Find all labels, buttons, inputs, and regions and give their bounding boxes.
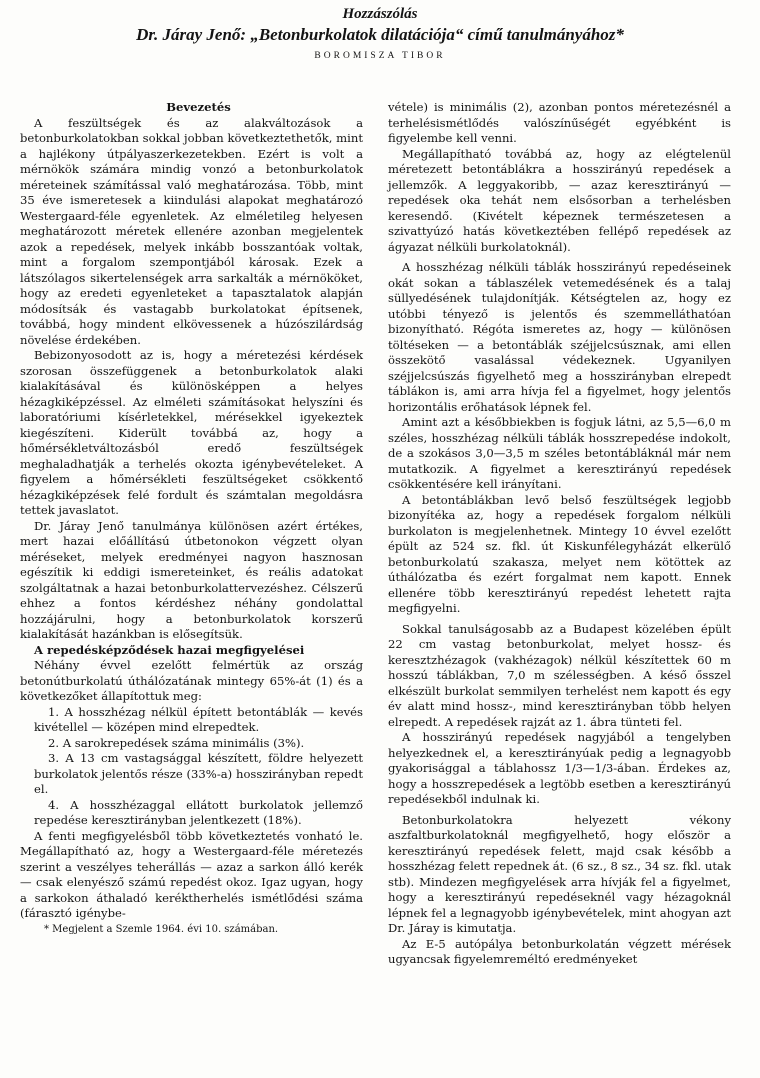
list-item: 2. A sarokrepedések száma minimális (3%). xyxy=(48,735,305,750)
article-title: Dr. Járay Jenő: „Betonburkolatok dilatációja“ című tanulmányához* xyxy=(136,25,624,44)
paragraph: Sokkal tanulságosabb az a Budapest közelében épült 22 cm vastag betonburkolat, melyet hossz- és keresztzhézagok (vakhézagok) nélkül készítettek 60 m hosszú táblákban, 7,0 m szélességben. A késő ősszel elkészült burkolat semmilyen terhelést nem kapott és egy év alatt mind hossz-, mind keresztirányban több helyen elrepedt. A repedések rajzát az 1. ábra tünteti fel. xyxy=(388,621,731,729)
paragraph: A fenti megfigyelésből több következtetés vonható le. Megállapítható az, hogy a Westergaard-féle méretezés szerint a veszélyes teherállás — azaz a sarkon álló kerék — csak elenyésző számú repedést okoz. Igaz ugyan, hogy a sarkokon áthaladó keréktherhelés ismétlődési száma (fárasztó igénybe- xyxy=(20,828,363,920)
article-author: BOROMISZA TIBOR xyxy=(314,51,446,61)
paragraph: Dr. Járay Jenő tanulmánya különösen azért értékes, mert hazai előállítású útbetonokon végzett olyan méréseket, melyek eredményei nagyon hasznosan egészítik ki eddigi ismereteinket, és reális adatokat szolgáltatnak a hazai betonburkolattervezéshez. Célszerű ehhez a fontos kérdéshez néhány gondolattal hozzájárulni, hogy a betonburkolatok korszerű kialakítását hazánkban is elősegítsük. xyxy=(20,518,363,641)
footnote: * Megjelent a Szemle 1964. évi 10. számában. xyxy=(44,923,279,935)
paragraph: vétele) is minimális (2), azonban pontos méretezésnél a terhelésismétlődés valószínűségét egyébként is figyelembe kell venni. xyxy=(388,100,731,145)
right-column xyxy=(388,100,731,968)
paragraph: Bebizonyosodott az is, hogy a méretezési kérdések szorosan összefüggenek a betonburkolatok alaki kialakításával és különösképpen a helyes hézagkiképzéssel. Az elméleti számításokat helyszíni és laboratóriumi kísérletekkel, mérésekkel igyekeztek kiegészíteni. Kiderült továbbá az, hogy a hőmérsékletváltozásból eredő feszültségek meghaladhatják a terhelés okozta igénybevételeket. A figyelem a hőmérsékleti feszültségeket csökkentő hézagkiképzések felé fordult és számtalan megoldásra tettek javaslatot. xyxy=(20,348,363,517)
paragraph: Az E-5 autópálya betonburkolatán végzett mérések ugyancsak figyelemreméltó eredményeket xyxy=(388,936,731,966)
paragraph: Megállapítható továbbá az, hogy az elégtelenül méretezett betontáblákra a hosszirányú repedések a jellemzők. A leggyakoribb, — azaz keresztirányú — repedések oka tehát nem elsősorban a terhelésben keresendő. (Kivételt képeznek természetesen a szivattyúzó hatás következtében fellépő repedések az ágyazat nélküli burkolatoknál). xyxy=(388,146,731,254)
list-item: 4. A hosszhézaggal ellátott burkolatok jellemző repedése keresztirányban jelentkezett (18%). xyxy=(34,797,363,827)
section-heading-observations: A repedésképződések hazai megfigyelései xyxy=(34,642,305,657)
paragraph: A hosszhézag nélküli táblák hosszirányú repedéseinek okát sokan a táblaszélek vetemedésének és a talaj süllyedésének tulajdonítják. Kétségtelen az, hogy ez utóbbi tényező is jelentős és szemmelláthatóan bizonyítható. Régóta ismeretes az, hogy — különösen töltéseken — a betontáblák széjjelcsúsznak, ami ellen összekötő vasalással védekeznek. Ugyanilyen széjjelcsúszás figyelhető meg a hosszirányban elrepedt táblákon is, ami arra hívja fel a figyelmet, hogy jelentős horizontális erőhatások lépnek fel. xyxy=(388,260,731,414)
paragraph: Betonburkolatokra helyezett vékony aszfaltburkolatoknál megfigyelhető, hogy először a keresztirányú repedések felett, majd csak később a hosszhézag felett repednek át. (6 sz., 8 sz., 34 sz. fkl. utak stb). Mindezen megfigyelések arra hívják fel a figyelmet, hogy a keresztirányú repedéseknél vagy hézagoknál lépnek fel a legnagyobb igénybevételek, mint ahogyan azt Dr. Járay is kimutatja. xyxy=(388,812,731,935)
paragraph: A feszültségek és az alakváltozások a betonburkolatokban sokkal jobban következtethetők, mint a hajlékony útpályaszerkezetekben. Ezért is volt a mérnökök számára mindig vonzó a betonburkolatok méreteinek számítással való meghatározása. Több, mint 35 éve ismeretesek a kiindulási alapokat meghatározó Westergaard-féle egyenletek. Az elméletileg helyesen meghatározott méretek ellenére azonban megjelentek azok a repedések, melyek inkább bosszantóak voltak, mint a forgalom szempontjából károsak. Ezek a látszólagos sikertelenségek arra sarkalták a mérnököket, hogy az eredeti egyenleteket a tapasztalatok alapján módosítsák és vastagabb burkolatokat építsenek, továbbá, hogy mindent elkövessenek a húzószilárdság növelése érdekében. xyxy=(20,115,363,347)
left-column xyxy=(20,100,363,937)
article-heading: Hozzászólás xyxy=(342,6,418,22)
section-heading-introduction: Bevezetés xyxy=(166,100,231,114)
paragraph: Néhány évvel ezelőtt felmértük az ország betonútburkolatú úthálózatának mintegy 65%-át (1) és a következőket állapítottuk meg: xyxy=(20,658,363,703)
list-item: 1. A hosszhézag nélkül épített betontáblák — kevés kivétellel — középen mind elrepedtek. xyxy=(34,704,363,734)
article-header xyxy=(0,4,760,61)
list-item: 3. A 13 cm vastagsággal készített, földre helyezett burkolatok jelentős része (33%-a) hosszirányban repedt el. xyxy=(34,751,363,796)
paragraph: A hosszirányú repedések nagyjából a tengelyben helyezkednek el, a keresztirányúak pedig a legnagyobb gyakorisággal a táblahossz 1/3—1/3-ában. Érdekes az, hogy a hosszrepedések a legtöbb esetben a keresztirányú repedésekből indulnak ki. xyxy=(388,730,731,806)
paragraph: A betontáblákban levő belső feszültségek legjobb bizonyítéka az, hogy a repedések forgalom nélküli burkolaton is megjelenhetnek. Mintegy 10 évvel ezelőtt épült az 524 sz. fkl. út Kiskunfélegyházát elkerülő betonburkolatú szakasza, melyet nem kötöttek az úthálózatba és ezért forgalmat nem kapott. Ennek ellenére több keresztirányú repedést lehetett rajta megfigyelni. xyxy=(388,492,731,615)
paragraph: Amint azt a későbbiekben is fogjuk látni, az 5,5—6,0 m széles, hosszhézag nélküli táblák hosszrepedése indokolt, de a szokásos 3,0—3,5 m széles betontábláknál már nem mutatkozik. A figyelmet a keresztirányú repedések csökkentésére kell irányítani. xyxy=(388,415,731,491)
